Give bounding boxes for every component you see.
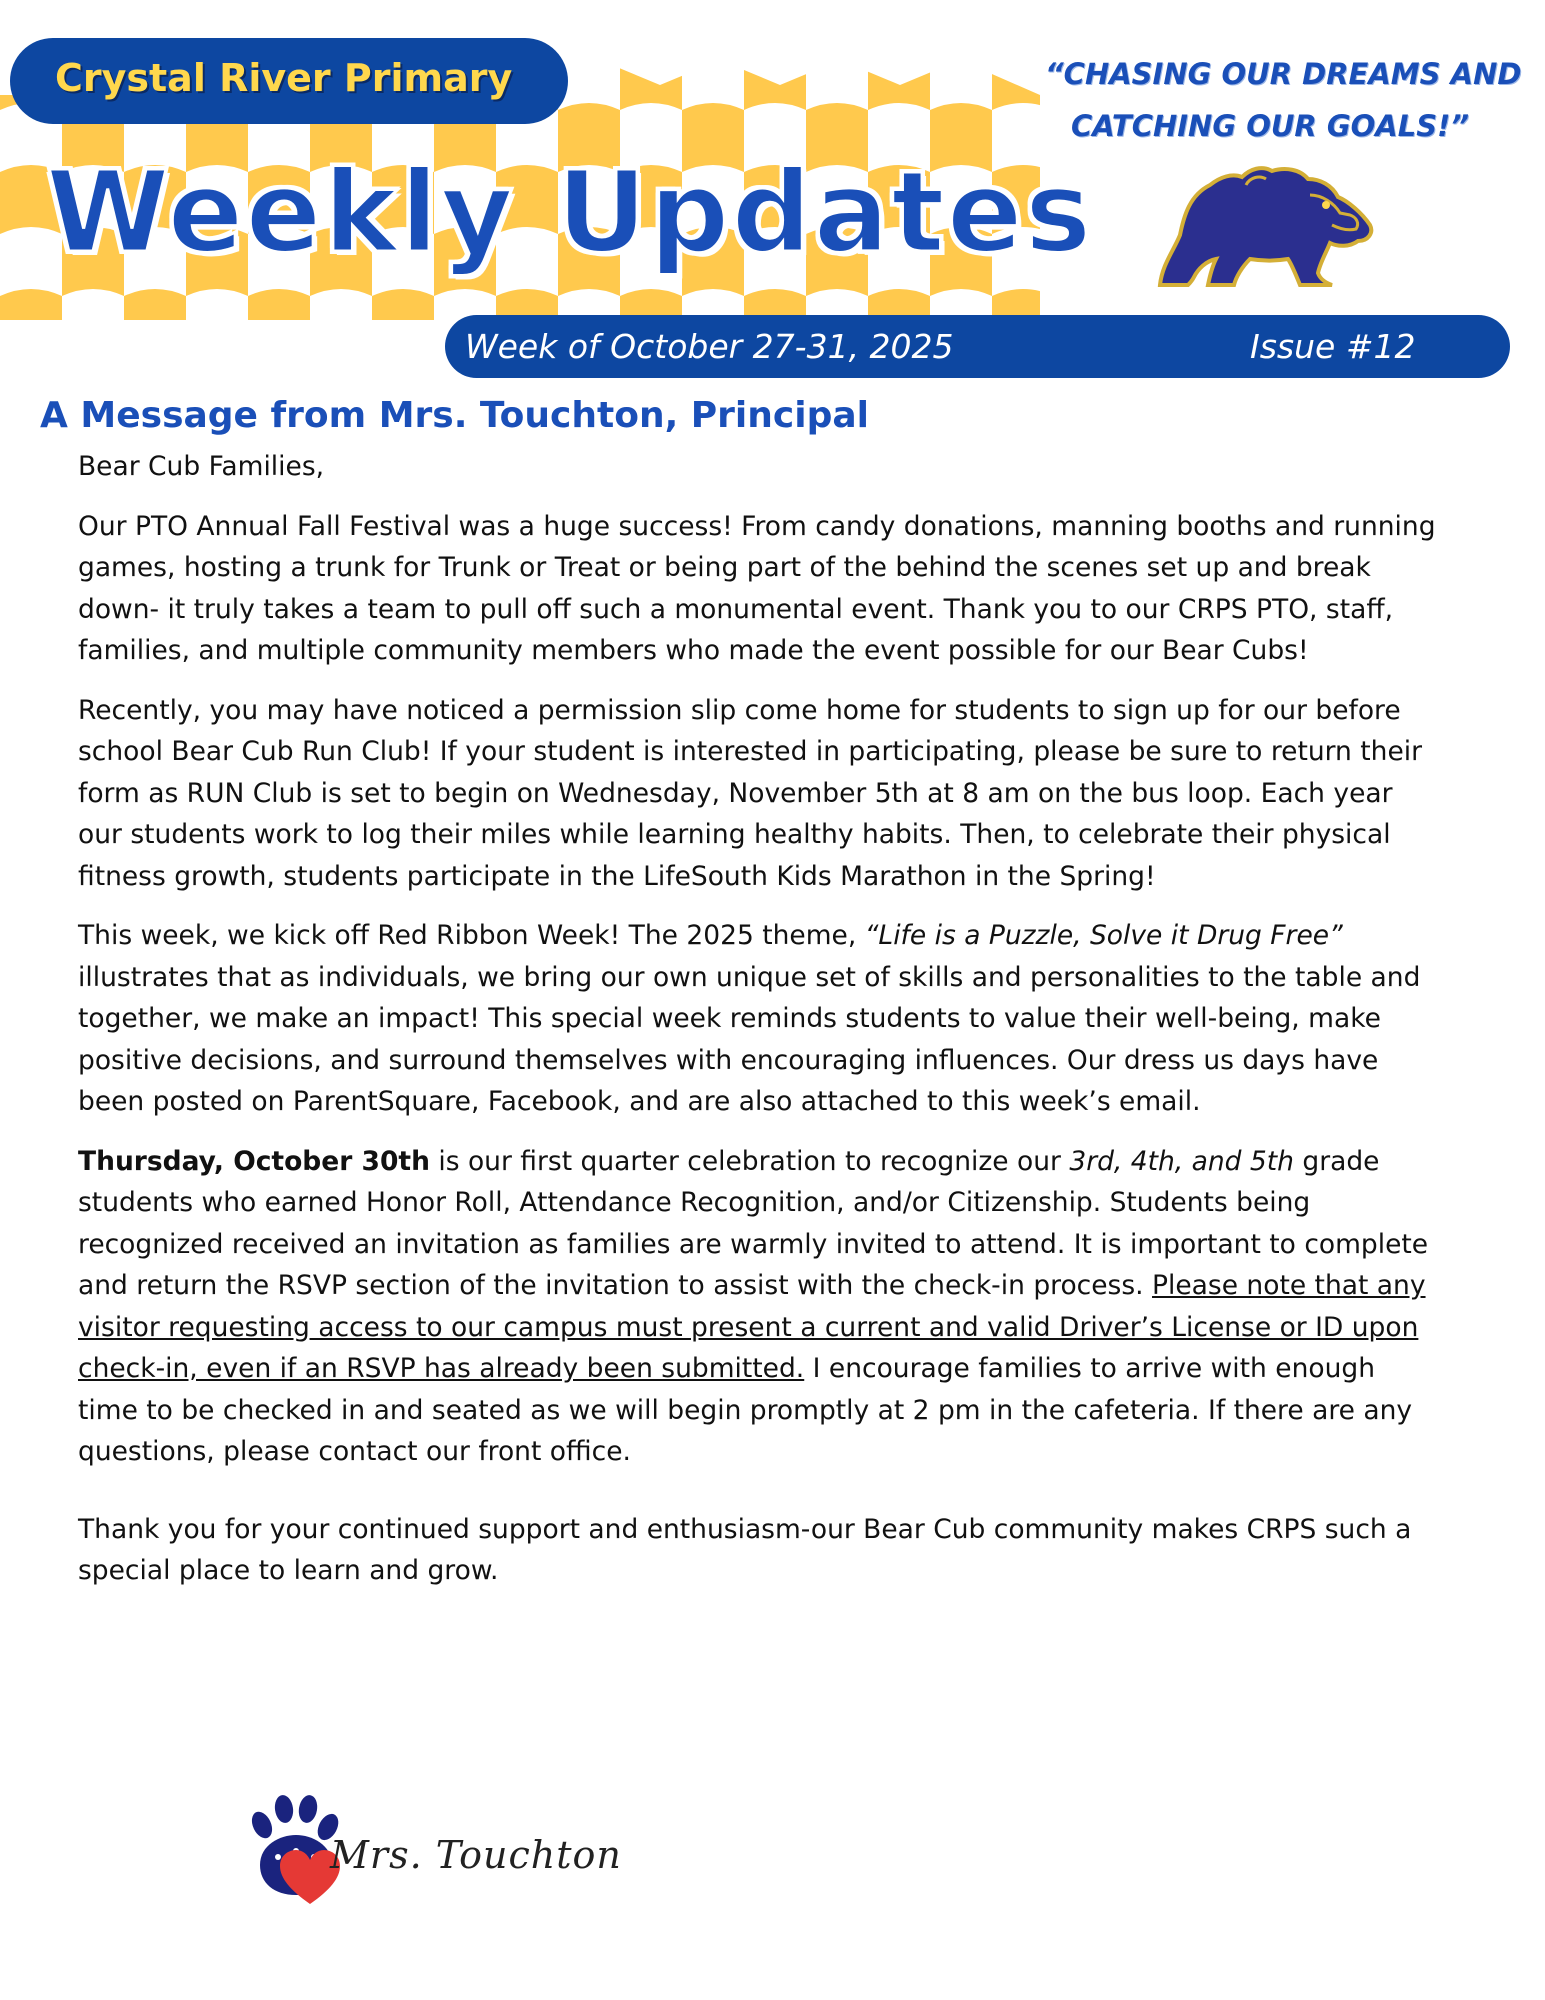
- motto-line-1: “CHASING OUR DREAMS AND: [1045, 57, 1522, 91]
- signature-text: Mrs. Touchton: [330, 1833, 622, 1877]
- newsletter-header: [0, 0, 1545, 380]
- checker-square: [992, 41, 1045, 110]
- bear-mascot-icon: [1150, 155, 1380, 295]
- closing-paragraph: Thank you for your continued support and enthusiasm-our Bear Cub community makes CRPS such a special place to learn and grow.: [78, 1513, 1412, 1586]
- text-span: is our first quarter celebration to recognize our: [429, 1145, 1070, 1177]
- theme-text: “Life is a Puzzle, Solve it Drug Free”: [864, 920, 1343, 951]
- text-span: I encourage families to arrive with enough time to be checked in and seated as we will begin promptly at 2 pm in the cafeteria. If there are any questions, please contact our front office.: [78, 1353, 1413, 1467]
- school-name: Crystal River Primary: [55, 56, 513, 100]
- checker-square: [868, 41, 930, 110]
- paragraph-red-ribbon-week: [78, 915, 1438, 1123]
- paragraph-quarter-celebration: [78, 1141, 1438, 1473]
- checker-square: [248, 289, 310, 320]
- text-span: This week, we kick off Red Ribbon Week! The 2025 theme,: [78, 920, 865, 951]
- event-date: Thursday, October 30th: [78, 1145, 430, 1177]
- checker-square: [744, 41, 806, 110]
- checker-square: [372, 289, 434, 320]
- paragraph-run-club: Recently, you may have noticed a permission slip come home for students to sign up for our before school Bear Cub Run Club! If your student is interested in participating, please be sure to return their form as RUN Club is set to begin on Wednesday, November 5th at 8 am on the bus loop. Each year our students work to log their miles while learning healthy habits. Then, to celebrate their physical fitness growth, students participate in the LifeSouth Kids Marathon in the Spring!: [78, 694, 1423, 892]
- section-title: A Message from Mrs. Touchton, Principal: [40, 395, 869, 436]
- week-dates: Week of October 27-31, 2025: [465, 327, 954, 366]
- page-title: Weekly Updates: [46, 148, 1094, 278]
- grade-levels: 3rd, 4th, and 5th: [1069, 1145, 1294, 1177]
- checker-square: [124, 289, 186, 320]
- checker-square: [620, 41, 682, 110]
- principal-letter: [78, 446, 1438, 1610]
- signature: [240, 1795, 640, 1905]
- paragraph-fall-festival: Our PTO Annual Fall Festival was a huge success! From candy donations, manning booths and running games, hosting a trunk for Trunk or Treat or being part of the behind the scenes set up and break down- it truly takes a team to pull off such a monumental event. Thank you to our CRPS PTO, staff, families, and multiple community members who made the event possible for our Bear Cubs!: [78, 510, 1436, 666]
- text-span: grade students who earned Honor Roll, Attendance Recognition, and/or Citizenship. Students being recognized received an invitation as families are warmly invited to attend. It is important to complete and return the RSVP section of the invitation to assist with the check-in process.: [78, 1145, 1429, 1301]
- school-motto: [1045, 48, 1522, 152]
- visitor-id-notice: Please note that any visitor requesting access to our campus must present a current and valid Driver’s License or ID upon check-in, even if an RSVP has already been submitted.: [78, 1270, 1426, 1384]
- greeting: Bear Cub Families,: [78, 451, 325, 482]
- text-span: illustrates that as individuals, we bring our own unique set of skills and personalities to the table and together, we make an impact! This special week reminds students to value their well-being, make positive decisions, and surround themselves with encouraging influences. Our dress us days have been posted on ParentSquare, Facebook, and are also attached to this week’s email.: [78, 961, 1421, 1117]
- issue-number: Issue #12: [1250, 327, 1416, 366]
- motto-line-2: CATCHING OUR GOALS!”: [1070, 109, 1470, 143]
- checker-square: [0, 289, 62, 320]
